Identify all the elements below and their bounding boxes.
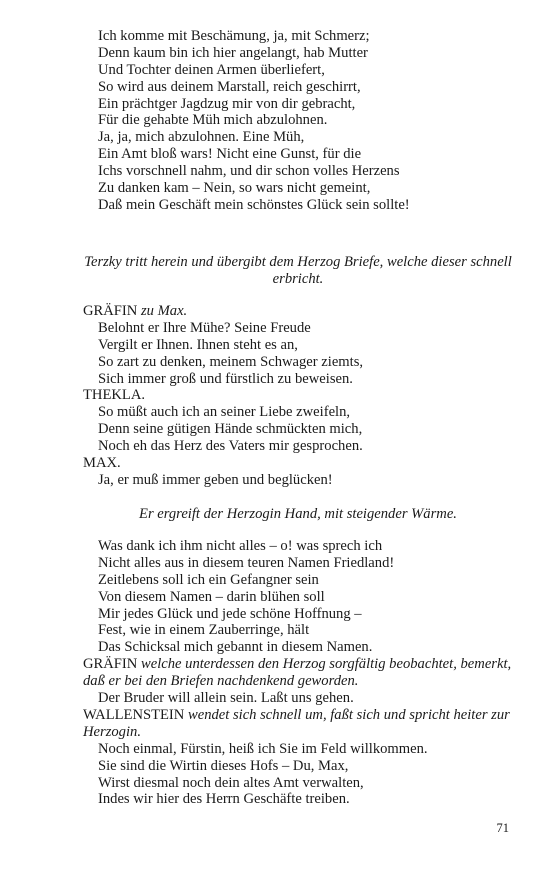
verse-line: Ja, er muß immer geben und beglücken! (98, 471, 333, 488)
verse-line: Ein prächtger Jagdzug mir von dir gebracht, (98, 95, 356, 112)
stage-direction: Er ergreift der Herzogin Hand, mit steigender Wärme. (139, 506, 457, 522)
speaker-direction: wendet sich schnell um, faßt sich und spricht heiter zur Herzogin. (83, 706, 510, 740)
verse-line: Der Bruder will allein sein. Laßt uns gehen. (98, 690, 354, 707)
verse-line: Belohnt er Ihre Mühe? Seine Freude (98, 319, 311, 336)
speaker-heading: THEKLA. (83, 387, 146, 404)
stage-direction: Terzky tritt herein und übergibt dem Herzog Briefe, welche dieser schnell erbricht. (84, 254, 512, 287)
verse-line: Nicht alles aus in diesem teuren Namen Friedland! (98, 554, 395, 571)
verse-line: Sich immer groß und fürstlich zu beweisen. (98, 370, 353, 387)
verse-line: So wird aus deinem Marstall, reich geschirrt, (98, 78, 361, 95)
verse-line: Ich komme mit Beschämung, ja, mit Schmerz; (98, 28, 370, 44)
speaker-direction: zu Max. (140, 303, 188, 319)
verse-line: Wirst diesmal noch dein altes Amt verwalten, (98, 774, 364, 791)
verse-line: Zu danken kam – Nein, so wars nicht gemeint, (98, 180, 371, 197)
verse-line: Vergilt er Ihnen. Ihnen steht es an, (98, 336, 298, 353)
speaker-name: WALLENSTEIN (83, 706, 185, 723)
speaker-direction: welche unterdessen den Herzog sorgfältig beobachtet, bemerkt, daß er bei den Briefen nachdenkend geworden. (83, 656, 512, 690)
verse-line: Daß mein Geschäft mein schönstes Glück sein sollte! (98, 196, 410, 213)
speaker-heading (83, 707, 513, 741)
verse-line: Noch einmal, Fürstin, heiß ich Sie im Feld willkommen. (98, 740, 428, 757)
verse-line: Was dank ich ihm nicht alles – o! was sprech ich (98, 538, 383, 554)
verse-line: Ja, ja, mich abzulohnen. Eine Müh, (98, 129, 305, 146)
verse-line: Ein Amt bloß wars! Nicht eine Gunst, für die (98, 146, 362, 163)
speaker-heading (83, 656, 513, 690)
speaker-heading (83, 303, 513, 320)
speaker-name: GRÄFIN (83, 656, 138, 673)
verse-line: Ichs vorschnell nahm, und dir schon volles Herzens (98, 163, 400, 180)
verse-line: Mir jedes Glück und jede schöne Hoffnung – (98, 605, 362, 622)
verse-line: Für die gehabte Müh mich abzulohnen. (98, 112, 328, 129)
speech-max-2 (83, 538, 513, 808)
verse-line: Indes wir hier des Herrn Geschäfte treiben. (98, 791, 350, 808)
verse-line: Denn kaum bin ich hier angelangt, hab Mutter (98, 44, 368, 61)
speech-grafin-1 (83, 303, 513, 489)
verse-line: Denn seine gütigen Hände schmückten mich, (98, 421, 363, 438)
page-number: 71 (496, 821, 509, 835)
verse-line: Fest, wie in einem Zauberringe, hält (98, 622, 310, 639)
verse-block-1 (83, 28, 513, 214)
verse-line: Und Tochter deinen Armen überliefert, (98, 61, 325, 78)
verse-line: Sie sind die Wirtin dieses Hofs – Du, Max, (98, 757, 349, 774)
speaker-name: GRÄFIN (83, 303, 138, 319)
verse-line: So müßt auch ich an seiner Liebe zweifeln, (98, 404, 351, 421)
verse-line: Noch eh das Herz des Vaters mir gesprochen. (98, 438, 363, 455)
verse-line: Das Schicksal mich gebannt in diesem Namen. (98, 639, 373, 656)
speaker-heading: MAX. (83, 455, 121, 472)
verse-line: Von diesem Namen – darin blühen soll (98, 588, 325, 605)
verse-line: So zart zu denken, meinem Schwager ziemts, (98, 353, 364, 370)
verse-line: Zeitlebens soll ich ein Gefangner sein (98, 571, 319, 588)
